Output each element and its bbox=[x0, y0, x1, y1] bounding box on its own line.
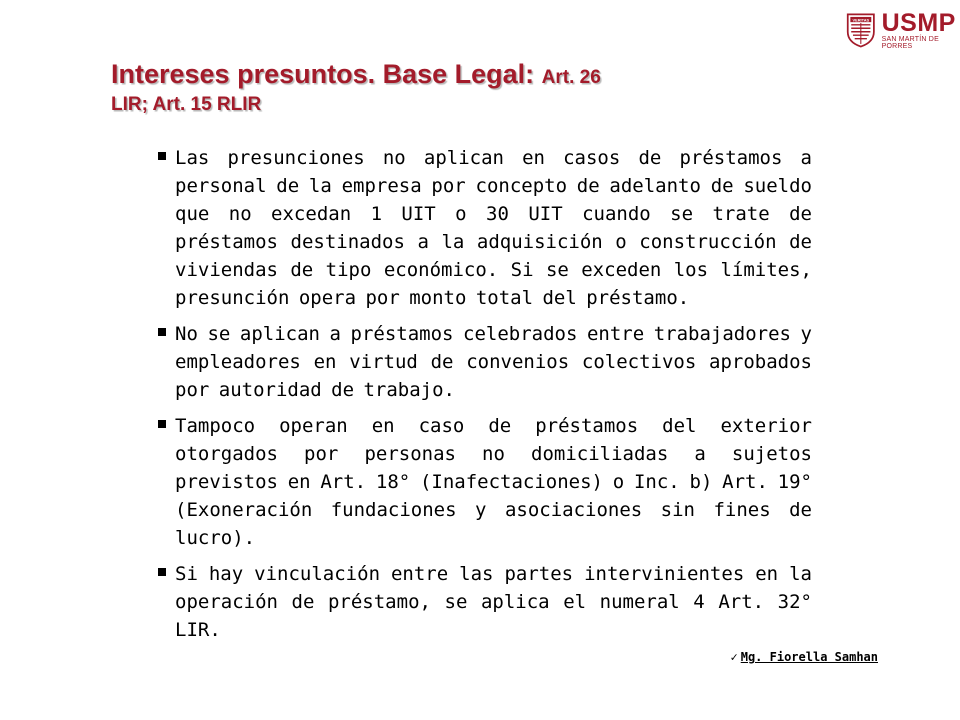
square-bullet-icon bbox=[158, 328, 166, 336]
square-bullet-icon bbox=[158, 420, 166, 428]
author-name: Mg. Fiorella Samhan bbox=[740, 650, 878, 664]
title-article: Art. 26 bbox=[541, 67, 601, 88]
logo-subtitle: SAN MARTÍN DE PORRES bbox=[881, 35, 939, 50]
bullet-text: No se aplican a préstamos celebrados entre trabajadores y empleadores en virtud de convenios colectivos aprobados por autoridad de trabajo. bbox=[175, 323, 812, 401]
bullet-text: Si hay vinculación entre las partes intervinientes en la operación de préstamo, se aplica el numeral 4 Art. 32° LIR. bbox=[175, 563, 812, 641]
seal-motto: VERITAS bbox=[852, 17, 870, 23]
checkmark-icon: ✓ bbox=[730, 650, 738, 664]
title-main: Intereses presuntos. Base Legal: bbox=[111, 59, 542, 89]
usmp-logo bbox=[846, 10, 960, 50]
bullet-item bbox=[156, 320, 812, 404]
university-seal-icon bbox=[846, 10, 876, 50]
logo-name: USMP bbox=[881, 8, 956, 37]
slide-title bbox=[111, 56, 751, 117]
square-bullet-icon bbox=[158, 152, 166, 160]
bullet-text: Tampoco operan en caso de préstamos del exterior otorgados por personas no domiciliadas a sujetos previstos en Art. 18° (Inafectaciones) o Inc. b) Art. 19° (Exoneración fundaciones y asociaciones sin fines de lucro). bbox=[175, 415, 812, 549]
title-line-2: LIR; Art. 15 RLIR bbox=[111, 94, 262, 115]
author-footer bbox=[730, 650, 878, 664]
title-line-1 bbox=[111, 56, 751, 96]
bullet-text: Las presunciones no aplican en casos de préstamos a personal de la empresa por concepto de adelanto de sueldo que no excedan 1 UIT o 30 UIT cuando se trate de préstamos destinados a la adquisición o construcción de viviendas de tipo económico. Si se exceden los límites, presunción opera por monto total del préstamo. bbox=[175, 147, 812, 309]
bullet-list bbox=[156, 144, 812, 652]
square-bullet-icon bbox=[158, 568, 166, 576]
bullet-item bbox=[156, 560, 812, 644]
bullet-item bbox=[156, 144, 812, 312]
bullet-item bbox=[156, 412, 812, 552]
